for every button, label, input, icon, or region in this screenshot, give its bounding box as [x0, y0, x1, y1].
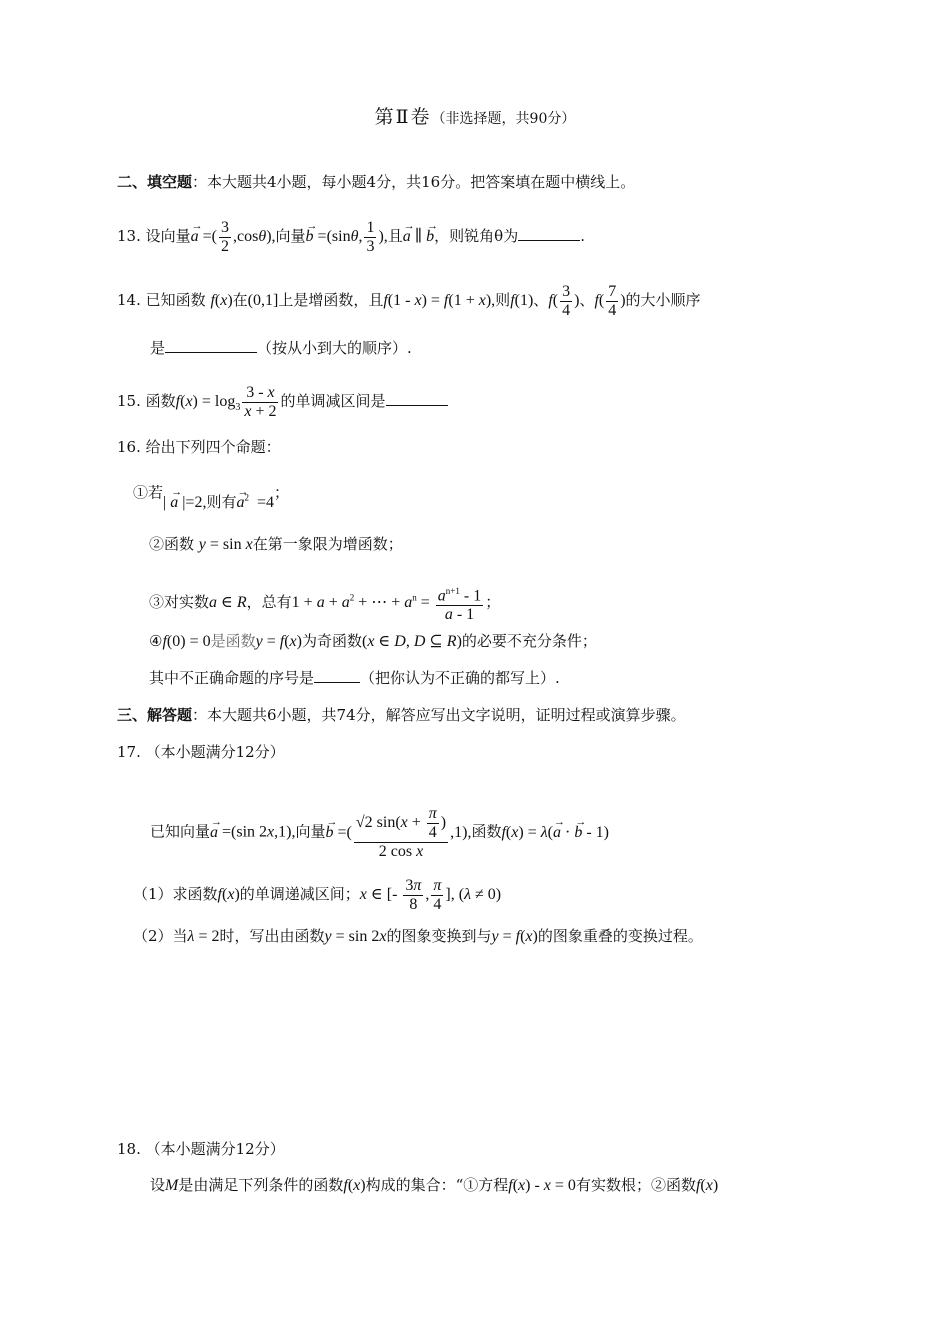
- q17-body: [150, 805, 609, 861]
- section-title: [0, 107, 950, 129]
- q16-intro: 给出下列四个命题：: [145, 438, 281, 456]
- question-14-cont: [150, 338, 412, 358]
- q17-formula-b: =( √2 sin(x + $\frac{\pi}{4}$ ) 2 cos x ,1),: [333, 805, 472, 860]
- q16-prop-1: ①若| → a |=2,则有→ $a^2 =4$；: [133, 478, 289, 503]
- q17-s2-formula: y = sin 2x: [324, 928, 387, 945]
- q18-text: 设: [150, 1176, 166, 1194]
- q16-p4-formula: f(0) = 0: [162, 633, 211, 650]
- answer-blank[interactable]: [165, 338, 257, 353]
- q17-s2-text: （2）当: [133, 927, 188, 945]
- q16-p4-text: 的必要不充分条件；: [461, 632, 597, 650]
- q18-body: [150, 1175, 718, 1196]
- q17-sub-2: [133, 926, 703, 947]
- q17-s2-text: 的图象变换到与: [386, 927, 492, 945]
- q18-head: （本小题满分12分）: [145, 1140, 285, 1158]
- q14-f34: f( $\frac{3}{4}$ ): [548, 283, 580, 319]
- q13-text: 且: [387, 227, 403, 246]
- answer-blank[interactable]: [386, 391, 448, 406]
- q16-prop-2: [149, 534, 403, 555]
- q17-s2-text: 时，写出由函数: [219, 927, 325, 945]
- question-17: [117, 742, 285, 762]
- q14-f1: f(1): [510, 292, 534, 310]
- q13-text: 向量: [275, 227, 306, 246]
- q17-text: 向量: [295, 822, 326, 841]
- q14-text: 则: [495, 291, 511, 310]
- q16-p1-formula: | → a |=2,: [163, 494, 206, 511]
- q16-p3-formula: a ∈ R: [209, 593, 247, 611]
- q13-formula-a: =( $\frac{3}{2}$ ,cosθ),: [198, 219, 276, 255]
- q13-number: 13.: [117, 227, 141, 246]
- q17-head: （本小题满分12分）: [145, 743, 285, 761]
- part3-desc: ：本大题共6小题，共74分，解答应写出文字说明，证明过程或演算步骤。: [192, 706, 686, 724]
- q13-parallel: → a ∥ → b: [403, 228, 434, 245]
- q14-interval: (0,1]: [247, 292, 279, 310]
- q16-p1-formula2: → $a^2 =4$: [236, 494, 274, 511]
- section-title-main: 第Ⅱ卷: [374, 106, 432, 128]
- q14-fx-arg: (x): [214, 292, 233, 310]
- vector-a: → a: [191, 227, 199, 247]
- q16-p3-text: ，总有: [246, 592, 292, 611]
- q16-p4-text: 是函数: [210, 632, 256, 650]
- question-14: [117, 283, 701, 320]
- q14-text: 已知函数: [145, 291, 206, 310]
- q16-p2-text: ②函数: [149, 535, 195, 553]
- q18-text: 有实数根；②函数: [575, 1176, 696, 1194]
- vector-a: → a: [210, 823, 218, 843]
- q17-s2-lambda: λ = 2: [187, 928, 220, 945]
- answer-blank[interactable]: [314, 668, 360, 683]
- q13-formula-b: =(sinθ, $\frac{1}{3}$ ),: [313, 219, 388, 255]
- q17-number: 17.: [117, 743, 141, 761]
- vector-b: → b: [326, 823, 334, 843]
- q16-p4-text: 为奇函数: [301, 632, 362, 650]
- q14-text: 上是增函数，且: [278, 291, 384, 310]
- answer-blank[interactable]: [518, 226, 580, 241]
- q16-p4-formula3: (x ∈ D, D ⊆ R): [361, 633, 462, 650]
- q15-formula: $f(x) = \log_3$ $\frac{3 - x}{x + 2}$: [175, 384, 277, 420]
- q17-s2-formula2: y = f(x): [491, 928, 538, 945]
- q16-tail-text: 其中不正确命题的序号是: [149, 669, 315, 687]
- q17-s1-text: 的单调递减区间；: [239, 885, 360, 904]
- q18-fx: f(x): [343, 1177, 366, 1194]
- q16-p3-formula2: $1 + a + a^2$ + ⋯ + $a^n$ = $\frac{a^{n+1} - 1}{a - 1}$: [292, 594, 486, 611]
- q14-number: 14.: [117, 291, 141, 310]
- q18-text: 构成的集合：“①方程: [365, 1176, 509, 1194]
- q13-text: 设向量: [145, 227, 191, 246]
- q16-p2-formula: y = sin x: [198, 536, 253, 553]
- q14-condition: f(1 - x) = f(1 + x),: [383, 292, 496, 310]
- q15-number: 15.: [117, 392, 141, 411]
- q18-set-m: M: [165, 1177, 179, 1194]
- q16-p1-text: ①若: [133, 483, 164, 502]
- q16-prop-4: [149, 631, 597, 652]
- q17-formula-f: f(x) = λ(→ a · → b - 1): [501, 824, 609, 841]
- q17-sub-1: [133, 877, 501, 914]
- q17-formula-a: =(sin 2x,1),: [218, 823, 296, 841]
- q17-s1-fx: f(x): [217, 886, 240, 904]
- question-18: [117, 1139, 285, 1159]
- question-16: [117, 437, 281, 457]
- q16-prop-3: ③对实数a ∈ R，总有$1 + a + a^2$ + ⋯ + $a^n$ = $\frac{a^{n+1} - 1}{a - 1}$ ；: [149, 582, 500, 624]
- q14-text: （按从小到大的顺序）.: [257, 339, 412, 357]
- part2-header: [117, 172, 635, 192]
- q16-p3-text: ③对实数: [149, 592, 210, 611]
- q14-sep: 、: [533, 291, 549, 310]
- q16-tail: [149, 668, 560, 688]
- q14-fx: f: [210, 292, 215, 310]
- q18-fx2: f(x): [695, 1177, 719, 1194]
- q17-s1-text: （1）求函数: [133, 885, 218, 904]
- q17-text: 函数: [471, 822, 502, 841]
- q13-period: .: [580, 227, 585, 246]
- q14-text: 在: [232, 291, 248, 310]
- q17-s2-text: 的图象重叠的变换过程。: [537, 927, 703, 945]
- vector-b: → b: [306, 227, 314, 247]
- q17-text: 已知向量: [150, 822, 211, 841]
- q18-text: 是由满足下列条件的函数: [178, 1176, 344, 1194]
- q14-text: 的大小顺序: [625, 291, 701, 310]
- q15-text: 的单调减区间是: [280, 392, 386, 411]
- q16-p4-text: ④: [149, 632, 163, 650]
- q16-p1-text: 则有: [206, 493, 237, 512]
- part3-label: 三、解答题: [117, 706, 193, 724]
- q17-s1-formula: x ∈ [- $\frac{3\pi}{8}$ , $\frac{\pi}{4}$ ], (λ ≠ 0): [359, 877, 502, 913]
- part2-label: 二、填空题: [117, 173, 193, 191]
- q14-f74: f( $\frac{7}{4}$ ): [594, 283, 626, 319]
- q16-number: 16.: [117, 438, 141, 456]
- q16-p4-formula2: y = f(x): [255, 633, 302, 650]
- question-13: [117, 219, 585, 256]
- section-title-sub: （非选择题，共90分）: [431, 111, 576, 127]
- q18-number: 18.: [117, 1140, 141, 1158]
- q16-p2-text: 在第一象限为增函数；: [252, 535, 403, 553]
- q14-text: 是: [150, 339, 166, 357]
- q13-text: ，则锐角θ为: [434, 227, 519, 246]
- part2-desc: ：本大题共4小题，每小题4分，共16分。把答案填在题中横线上。: [192, 173, 636, 191]
- question-15: [117, 384, 448, 421]
- q14-sep: 、: [579, 291, 595, 310]
- q16-tail-text: （把你认为不正确的都写上）.: [360, 669, 560, 687]
- q18-equation: f(x) - x = 0: [508, 1177, 576, 1194]
- q15-text: 函数: [145, 392, 176, 411]
- part3-header: [117, 705, 686, 725]
